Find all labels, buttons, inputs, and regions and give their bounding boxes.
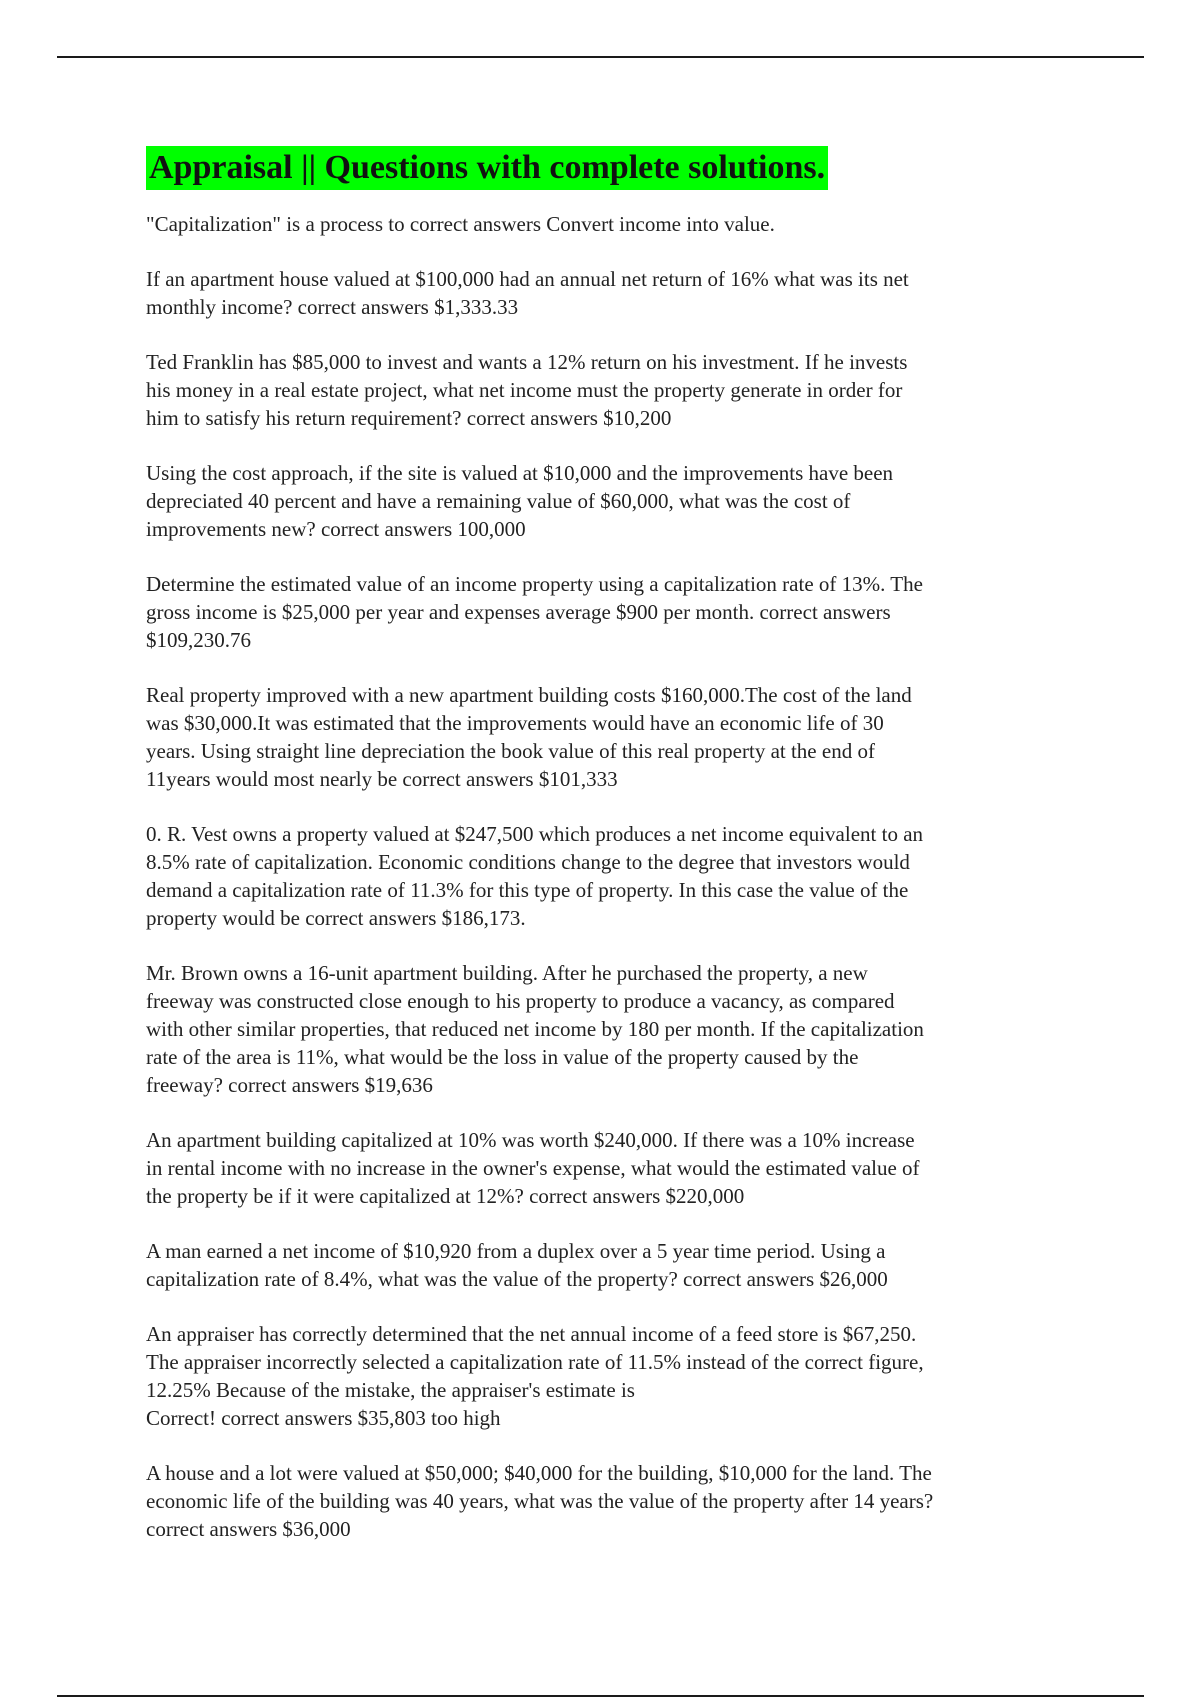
qa-item-straight-line: Real property improved with a new apartment building costs $160,000.The cost of the land was $30,000.It was estimated that the improvements would have an economic life of 30 years. Using straight line depreciation the book value of this real property at the end of 11years would most nearly be correct answers $101,333 <box>146 683 912 791</box>
qa-item-duplex: A man earned a net income of $10,920 from a duplex over a 5 year time period. Using a capitalization rate of 8.4%, what was the value of the property? correct answers $26,000 <box>146 1239 888 1291</box>
qa-item-house-and-lot: A house and a lot were valued at $50,000; $40,000 for the building, $10,000 for the land. The economic life of the building was 40 years, what was the value of the property after 14 years? correct answers $36,000 <box>146 1461 934 1541</box>
qa-item-apartment-capitalized: An apartment building capitalized at 10% was worth $240,000. If there was a 10% increase in rental income with no increase in the owner's expense, what would the estimated value of the property be if it were capitalized at 12%? correct answers $220,000 <box>146 1128 920 1208</box>
top-rule <box>57 56 1144 58</box>
bottom-rule <box>57 1695 1144 1697</box>
qa-item-vest: 0. R. Vest owns a property valued at $247,500 which produces a net income equivalent to an 8.5% rate of capitalization. Economic conditions change to the degree that investors would demand a capitalization rate of 11.3% for this type of property. In this case the value of the property would be correct answers $186,173. <box>146 822 924 930</box>
qa-item-cost-approach: Using the cost approach, if the site is valued at $10,000 and the improvements have been depreciated 40 percent and have a remaining value of $60,000, what was the cost of improvements new? correct answers 100,000 <box>146 461 894 541</box>
qa-item-estimated-value: Determine the estimated value of an income property using a capitalization rate of 13%. The gross income is $25,000 per year and expenses average $900 per month. correct answers $109,230.76 <box>146 572 923 652</box>
document-body <box>146 146 1066 1570</box>
document-title: Appraisal || Questions with complete solutions. <box>146 146 828 190</box>
qa-item-capitalization: "Capitalization" is a process to correct answers Convert income into value. <box>146 212 775 236</box>
qa-item-ted-franklin: Ted Franklin has $85,000 to invest and wants a 12% return on his investment. If he invests his money in a real estate project, what net income must the property generate in order for him to satisfy his return requirement? correct answers $10,200 <box>146 350 908 430</box>
qa-item-mr-brown: Mr. Brown owns a 16-unit apartment building. After he purchased the property, a new freeway was constructed close enough to his property to produce a vacancy, as compared with other similar properties, that reduced net income by 180 per month. If the capitalization rate of the area is 11%, what would be the loss in value of the property caused by the freeway? correct answers $19,636 <box>146 961 924 1097</box>
qa-item-monthly-income: If an apartment house valued at $100,000 had an annual net return of 16% what was its net monthly income? correct answers $1,333.33 <box>146 267 909 319</box>
qa-item-feed-store: An appraiser has correctly determined that the net annual income of a feed store is $67,250. The appraiser incorrectly selected a capitalization rate of 11.5% instead of the correct figure, 12.25% Because of the mistake, the appraiser's estimate is Correct! correct answers $35,803 too high <box>146 1322 924 1430</box>
